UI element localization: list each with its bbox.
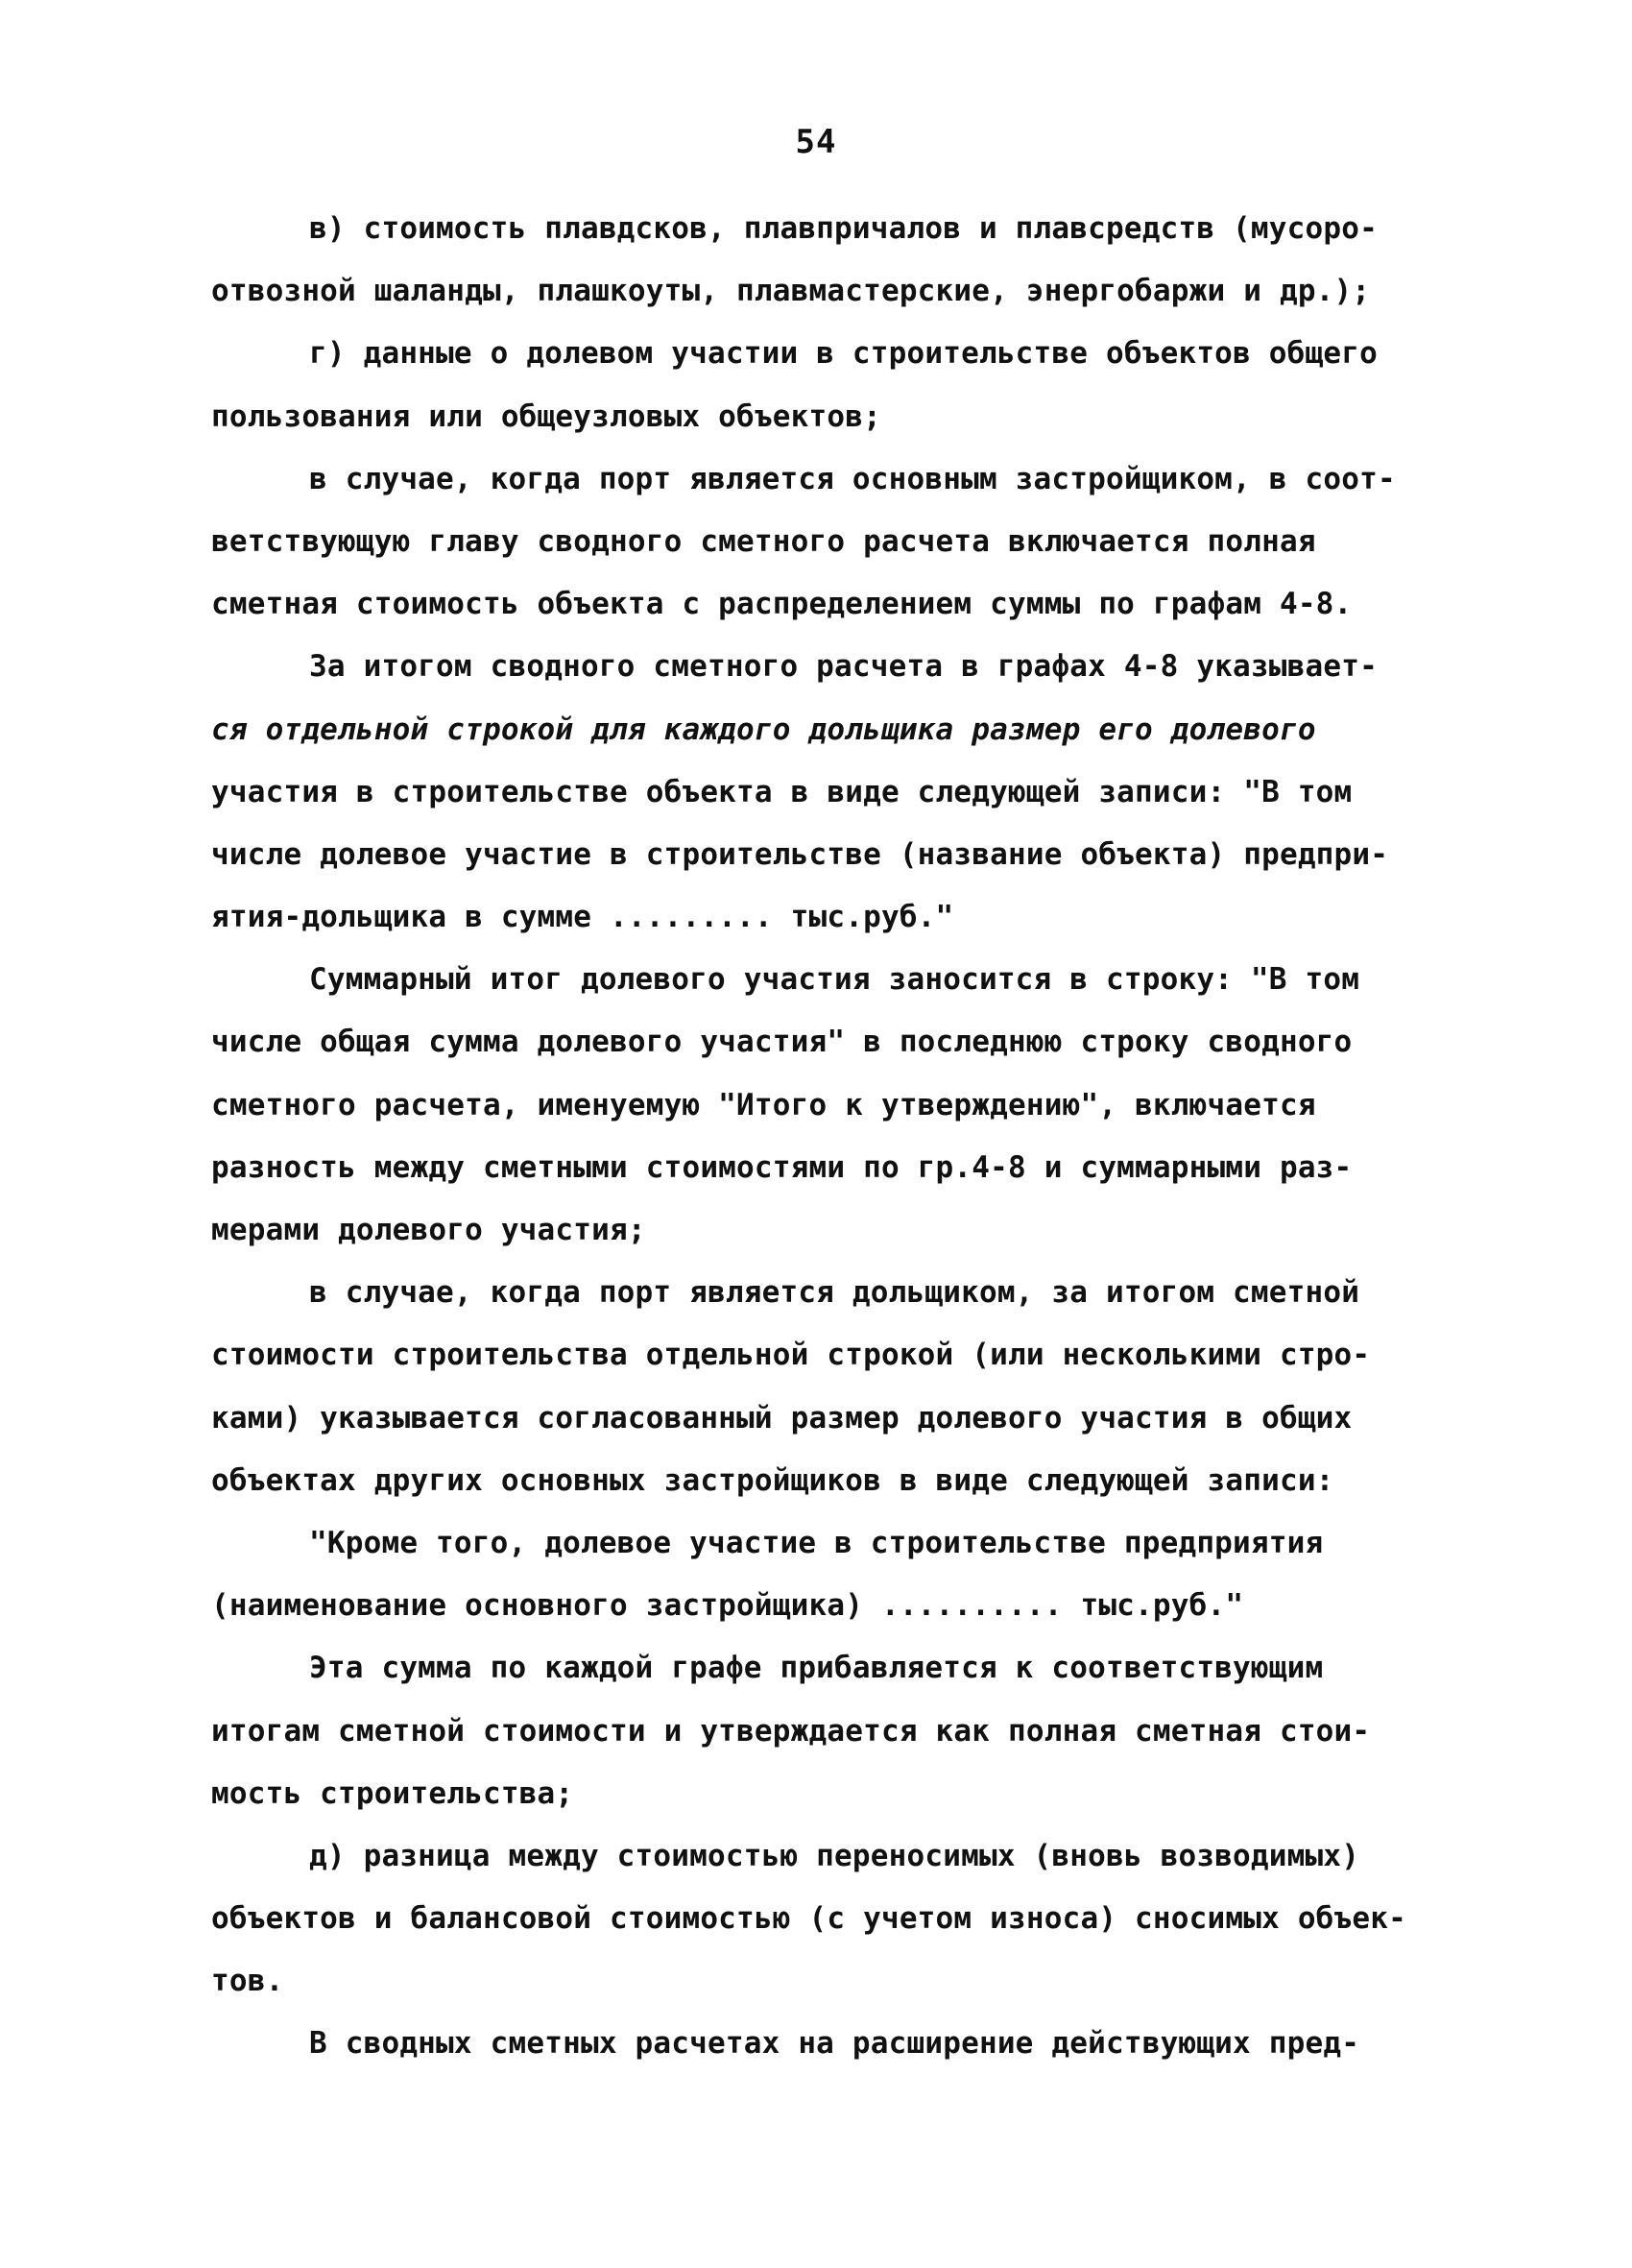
text-line: (наименование основного застройщика) .......... тыс.руб." (211, 1588, 1244, 1624)
text-line: объектов и балансовой стоимостью (с учетом износа) сносимых объек- (211, 1901, 1406, 1937)
text-line: объектах других основных застройщиков в виде следующей записи: (211, 1462, 1334, 1498)
text-line: числе долевое участие в строительстве (название объекта) предпри- (211, 836, 1389, 872)
text-line: "Кроме того, долевое участие в строительстве предприятия (309, 1525, 1324, 1560)
text-line: д) разница между стоимостью переносимых (вновь возводимых) (309, 1838, 1360, 1873)
text-line: г) данные о долевом участии в строительстве объектов общего (309, 336, 1378, 372)
text-line: в случае, когда порт является дольщиком, за итогом сметной (309, 1275, 1360, 1311)
text-line: числе общая сумма долевого участия" в последнюю строку сводного (211, 1025, 1353, 1060)
text-line: пользования или общеузловых объектов; (211, 398, 881, 434)
text-line: ся отдельной строкой для каждого дольщика размер его долевого (211, 712, 1316, 747)
text-line: сметного расчета, именуемую "Итого к утверждению", включается (211, 1087, 1316, 1122)
body-text (211, 198, 1450, 2076)
text-line: ятия-дольщика в сумме ......... тыс.руб." (211, 900, 954, 935)
text-line: отвозной шаланды, плашкоуты, плавмастерские, энергобаржи и др.); (211, 274, 1371, 309)
text-line: итогам сметной стоимости и утверждается как полная сметная стои- (211, 1713, 1371, 1749)
text-line: В сводных сметных расчетах на расширение действующих пред- (309, 2026, 1360, 2062)
text-line: стоимости строительства отдельной строкой (или несколькими стро- (211, 1338, 1371, 1373)
text-line: в случае, когда порт является основным застройщиком, в соот- (309, 461, 1396, 496)
text-line: сметная стоимость объекта с распределением суммы по графам 4-8. (211, 587, 1353, 622)
text-line: Эта сумма по каждой графе прибавляется к соответствующим (309, 1651, 1324, 1686)
text-line: ками) указывается согласованный размер долевого участия в общих (211, 1400, 1353, 1436)
page-number: 54 (795, 123, 837, 161)
text-line: мость строительства; (211, 1775, 574, 1811)
text-line: тов. (211, 1964, 284, 1999)
text-line: мерами долевого участия; (211, 1213, 646, 1247)
text-line: разность между сметными стоимостями по гр.4-8 и суммарными раз- (211, 1149, 1353, 1185)
text-line: За итогом сводного сметного расчета в графах 4-8 указывает- (309, 649, 1378, 685)
text-line: Суммарный итог долевого участия заносится в строку: "В том (309, 962, 1360, 998)
text-line: ветствующую главу сводного сметного расчета включается полная (211, 523, 1316, 559)
text-line: в) стоимость плавдсков, плавпричалов и плавсредств (мусоро- (309, 211, 1378, 246)
text-line: участия в строительстве объекта в виде следующей записи: "В том (211, 774, 1353, 809)
